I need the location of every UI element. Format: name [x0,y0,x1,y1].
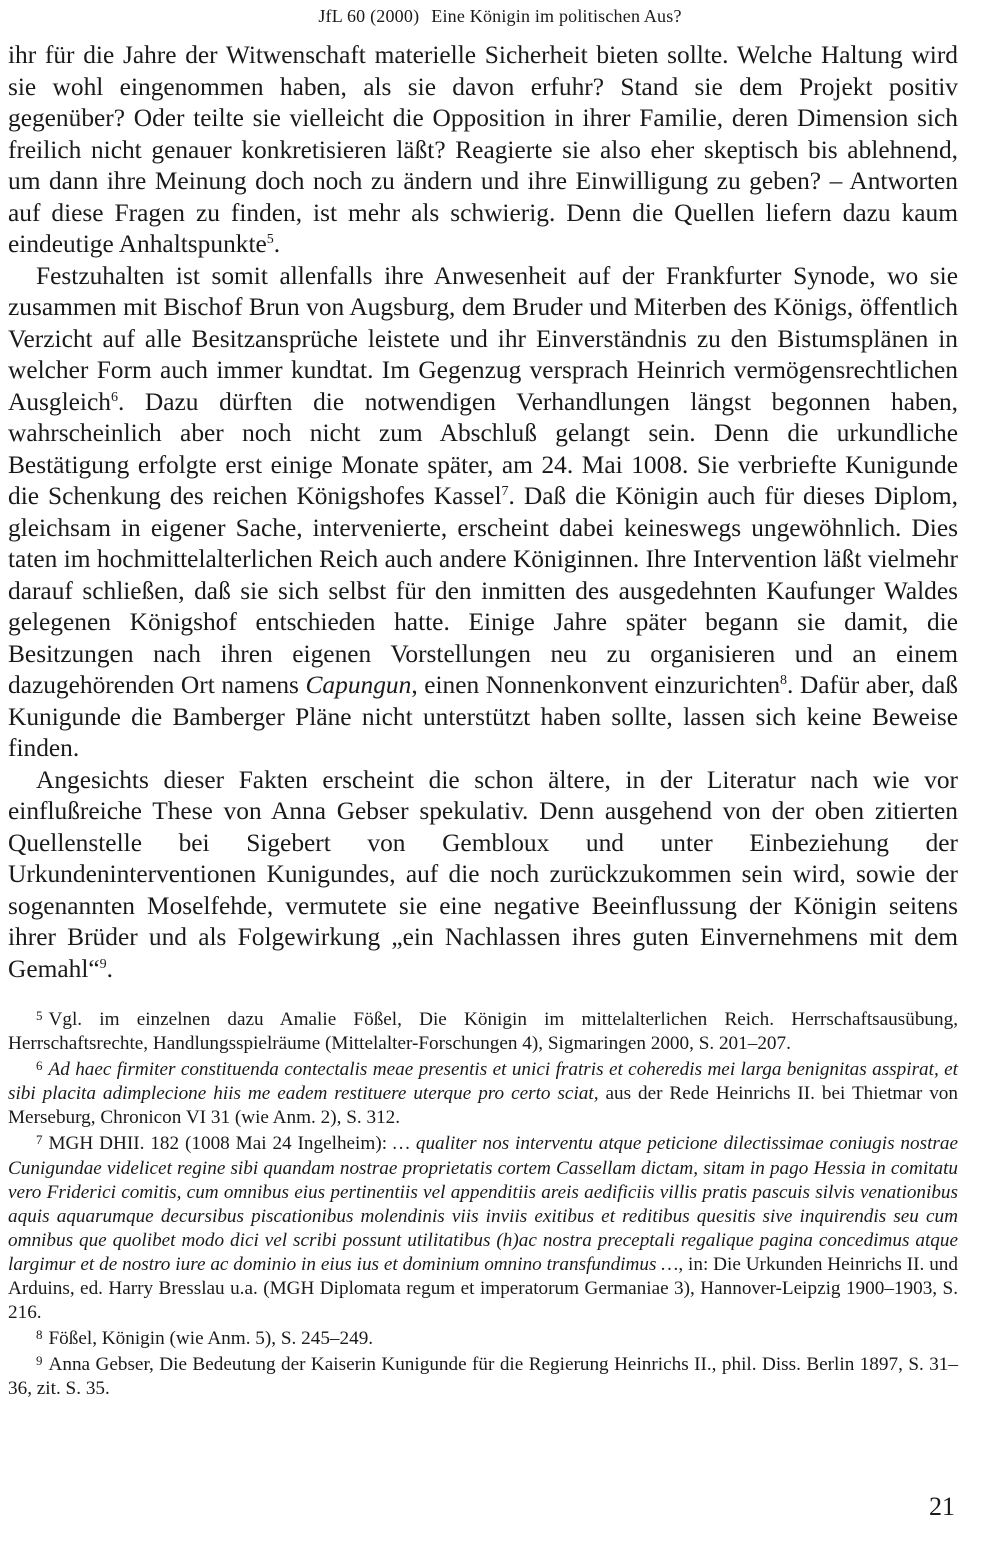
footnote-8 [8,1327,958,1351]
footnote-latin-quote: Ad haec firmiter constituenda contectalis meae presentis et unici fratris et coheredis mei larga benignitas asspirat, et sibi placita adimplecione hiis me eadem restituere uterque pro certo sciat, [8,1059,958,1105]
paragraph-text: ihr für die Jahre der Witwenschaft materielle Sicherheit bieten sollte. Welche Haltung wird sie wohl eingenommen haben, als sie davon erfuhr? Stand sie dem Projekt positiv gegenüber? Oder teilte sie vielleicht die Opposition in ihrer Familie, deren Dimension sich freilich nicht genauer konkretisieren läßt? Reagierte sie also eher skeptisch bis ablehnend, um dann ihre Meinung doch noch zu ändern und ihre Einwilligung zu geben? – Antworten auf diese Fragen zu finden, ist mehr als schwierig. Denn die Quellen liefern dazu kaum eindeutige Anhaltspunkte [8,41,958,258]
footnote-reference-5[interactable]: 5 [266,232,274,247]
footnote-reference-7[interactable]: 7 [501,484,509,499]
article-title: Eine Königin im politischen Aus? [431,6,682,26]
footnote-6 [8,1058,958,1130]
footnotes [8,1008,958,1402]
paragraph-text: Festzuhalten ist somit allenfalls ihre Anwesenheit auf der Frankfurter Synode, wo sie zusammen mit Bischof Brun von Augsburg, dem Bruder und Miterben des Königs, öffentlich Verzicht auf alle Besitzansprüche leistete und ihr Einverständnis zu den Bistumsplänen in welcher Form auch immer kundtat. Im Gegenzug versprach Heinrich vermögensrechtlichen Ausgleich [8,261,958,416]
place-name-capungun: Capungun [305,671,412,699]
footnote-number: 5 [36,1008,43,1023]
footnote-text: , in: Die Urkunden Heinrichs II. und Arduins, ed. Harry Bresslau u.a. (MGH Diplomata regum et imperatorum Germaniae 3), Hannover-Leipzig 1900–1903, S. 216. [8,1253,958,1324]
footnote-reference-9[interactable]: 9 [99,956,107,972]
footnote-number: 8 [36,1327,43,1343]
paragraph-text: . Dazu dürften die notwendigen Verhandlungen längst begonnen haben, wahrscheinlich aber noch nicht zum Abschluß gelangt sein. Denn die urkundliche Bestätigung erfolgte erst einige Monate später, am 24. Mai 1008. Sie verbriefte Kunigunde die Schenkung des reichen Königshofes Kassel [8,387,958,510]
page-number: 21 [929,1492,955,1521]
running-head [0,6,1000,27]
footnote-7 [8,1132,958,1325]
footnote-text: aus der Rede Heinrichs II. bei Thietmar von Merseburg, Chronicon VI 31 (wie Anm. 2), S. 312. [8,1083,958,1129]
footnote-number: 7 [36,1132,43,1148]
paragraph-text: , einen Nonnenkonvent einzurichten [411,671,781,699]
footnote-reference-8[interactable]: 8 [780,673,788,688]
paragraph-text: . Daß die Königin auch für dieses Diplom, gleichsam in eigener Sache, intervenierte, erscheint dabei keineswegs ungewöhnlich. Dies taten im hochmittelalterlichen Reich auch andere Königinnen. Ihre Intervention läßt vielmehr darauf schließen, daß sie sich selbst für den inmitten des ausgedehnten Kaufunger Waldes gelegenen Königshof entschieden hatte. Einige Jahre später begann sie damit, die Besitzungen nach ihren eigenen Vorstellungen neu zu organisieren und an einem dazugehörenden Ort namens [8,482,958,699]
footnote-number: 9 [36,1353,43,1369]
main-text [8,40,958,985]
paragraph-text: Angesichts dieser Fakten erscheint die schon ältere, in der Literatur nach wie vor einflußreiche These von Anna Gebser spekulativ. Denn ausgehend von der oben zitierten Quellenstelle bei Sigebert von Gembloux und unter Einbeziehung der Urkundeninterventionen Kunigundes, auf die noch zurückzukommen sein wird, sowie der sogenannten Moselfehde, vermutete sie eine negative Beeinflussung der Königin seitens ihrer Brüder und als Folgewirkung „ein Nachlassen ihres guten Einvernehmens mit dem Gemahl“ [8,765,958,983]
paragraph-text: . [273,230,281,258]
paragraph-3 [8,765,958,986]
footnote-number: 6 [36,1058,43,1074]
paragraph-text: . Dafür aber, daß Kunigunde die Bamberger Pläne nicht unterstützt haben sollte, lassen sich keine Beweise finden. [8,671,958,762]
footnote-9 [8,1353,958,1401]
paragraph-text: . [106,954,114,983]
footnote-text: Fößel, Königin (wie Anm. 5), S. 245–249. [48,1328,374,1350]
footnote-reference-6[interactable]: 6 [110,389,118,405]
footnote-5 [8,1008,958,1056]
paragraph-2 [8,261,958,765]
journal-reference: JfL 60 (2000) [318,6,420,26]
footnote-text: Anna Gebser, Die Bedeutung der Kaiserin Kunigunde für die Regierung Heinrichs II., phil. Diss. Berlin 1897, S. 31–36, zit. S. 35. [8,1354,958,1400]
footnote-latin-quote: … qualiter nos interventu atque peticione dilectissimae coniugis nostrae Cunigundae videlicet regine sibi quandam nostrae proprietatis cortem Cassellam dictam, sitam in pago Hessia in comitatu vero Friderici comitis, cum omnibus eius pertinentiis vel appenditiis areis aedificiis villis pratis pascuis silvis venationibus aquis aquarumque decursibus piscationibus molendinis viis inviis exitibus et reditibus quesitis sive inquirendis seu cum omnibus que quolibet modo dici vel scribi possunt utilitatibus (h)ac nostra preceptali regalique pagina concedimus atque largimur et de nostro iure ac dominio in eius ius et dominium omnino transfundimus … [8,1133,958,1275]
footnote-text: MGH DHII. 182 (1008 Mai 24 Ingelheim): [48,1133,393,1155]
paragraph-1 [8,40,958,261]
footnote-text: Vgl. im einzelnen dazu Amalie Fößel, Die Königin im mittelalterlichen Reich. Herrschaftsausübung, Herrschaftsrechte, Handlungsspielräume (Mittelalter-Forschungen 4), Sigmaringen 2000, S. 201–207. [8,1009,958,1055]
